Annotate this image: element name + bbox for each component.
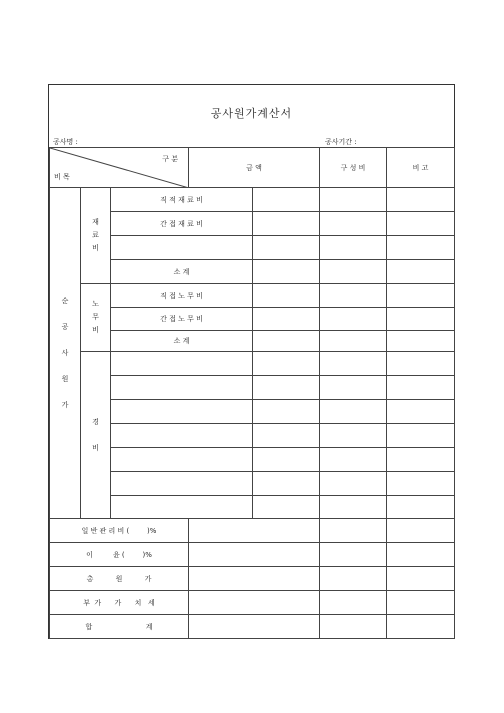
ratio-cell bbox=[320, 376, 387, 400]
ratio-cell bbox=[320, 260, 387, 284]
ratio-cell bbox=[320, 188, 387, 212]
ratio-cell bbox=[320, 496, 387, 519]
header-amount: 금 액 bbox=[189, 148, 320, 188]
remark-cell bbox=[387, 331, 455, 352]
expense-row-label bbox=[111, 400, 253, 424]
expense-row-label bbox=[111, 496, 253, 519]
amount-cell bbox=[253, 212, 320, 236]
remark-cell bbox=[387, 284, 455, 308]
materials-subtotal-label: 소 계 bbox=[111, 260, 253, 284]
ratio-cell bbox=[320, 212, 387, 236]
net-construction-cost-label: 순 공 사 원 가 bbox=[50, 188, 81, 519]
ratio-cell bbox=[320, 308, 387, 331]
amount-cell bbox=[253, 331, 320, 352]
amount-cell bbox=[189, 543, 320, 567]
materials-row-label: 간 접 재 료 비 bbox=[111, 212, 253, 236]
expense-row-label bbox=[111, 472, 253, 496]
remark-cell bbox=[387, 496, 455, 519]
amount-cell bbox=[253, 448, 320, 472]
summary-row bbox=[50, 543, 455, 567]
remark-cell bbox=[387, 448, 455, 472]
general-admin-cost-label: 일 반 관 리 비 ( )% bbox=[50, 519, 189, 543]
remark-cell bbox=[387, 376, 455, 400]
header-ratio: 구 성 비 bbox=[320, 148, 387, 188]
amount-cell bbox=[189, 591, 320, 615]
ratio-cell bbox=[320, 352, 387, 376]
amount-cell bbox=[253, 260, 320, 284]
amount-cell bbox=[253, 376, 320, 400]
expense-row-label bbox=[111, 448, 253, 472]
ratio-cell bbox=[320, 472, 387, 496]
summary-row bbox=[50, 567, 455, 591]
amount-cell bbox=[189, 519, 320, 543]
labor-row-label: 직 접 노 무 비 bbox=[111, 284, 253, 308]
expenses-group-label: 경 비 bbox=[81, 352, 111, 519]
table-header-row bbox=[50, 148, 455, 188]
ratio-cell bbox=[320, 591, 387, 615]
remark-cell bbox=[387, 472, 455, 496]
amount-cell bbox=[253, 472, 320, 496]
summary-row bbox=[50, 591, 455, 615]
project-name-label: 공사명 : bbox=[53, 138, 78, 146]
remark-cell bbox=[387, 400, 455, 424]
remark-cell bbox=[387, 236, 455, 260]
project-period-label: 공사기간 : bbox=[325, 138, 357, 146]
remark-cell bbox=[387, 519, 455, 543]
vat-label: 부 가 가 치 세 bbox=[50, 591, 189, 615]
total-cost-label: 총 원 가 bbox=[50, 567, 189, 591]
amount-cell bbox=[253, 236, 320, 260]
profit-label: 이 윤 ( )% bbox=[50, 543, 189, 567]
ratio-cell bbox=[320, 284, 387, 308]
remark-cell bbox=[387, 591, 455, 615]
ratio-cell bbox=[320, 448, 387, 472]
labor-subtotal-label: 소 계 bbox=[111, 331, 253, 352]
expense-row-label bbox=[111, 352, 253, 376]
document-title: 공사원가계산서 bbox=[210, 107, 293, 120]
remark-cell bbox=[387, 615, 455, 639]
ratio-cell bbox=[320, 424, 387, 448]
materials-group-label: 재 료 비 bbox=[81, 188, 111, 284]
amount-cell bbox=[253, 308, 320, 331]
header-diagonal-cell bbox=[50, 148, 189, 188]
summary-row bbox=[50, 519, 455, 543]
header-remark: 비 고 bbox=[387, 148, 455, 188]
ratio-cell bbox=[320, 519, 387, 543]
remark-cell bbox=[387, 260, 455, 284]
materials-row-label: 직 적 재 료 비 bbox=[111, 188, 253, 212]
amount-cell bbox=[253, 352, 320, 376]
summary-row bbox=[50, 615, 455, 639]
grand-total-label: 합 계 bbox=[50, 615, 189, 639]
ratio-cell bbox=[320, 543, 387, 567]
amount-cell bbox=[253, 400, 320, 424]
materials-row-label bbox=[111, 236, 253, 260]
remark-cell bbox=[387, 212, 455, 236]
ratio-cell bbox=[320, 567, 387, 591]
amount-cell bbox=[253, 496, 320, 519]
header-item-label: 비 목 bbox=[54, 173, 70, 181]
amount-cell bbox=[189, 615, 320, 639]
labor-group-label: 노 무 비 bbox=[81, 284, 111, 352]
remark-cell bbox=[387, 188, 455, 212]
amount-cell bbox=[253, 188, 320, 212]
remark-cell bbox=[387, 567, 455, 591]
expense-row-label bbox=[111, 376, 253, 400]
remark-cell bbox=[387, 424, 455, 448]
ratio-cell bbox=[320, 615, 387, 639]
amount-cell bbox=[253, 284, 320, 308]
cost-table bbox=[49, 147, 455, 639]
remark-cell bbox=[387, 352, 455, 376]
ratio-cell bbox=[320, 236, 387, 260]
remark-cell bbox=[387, 308, 455, 331]
header-category-label: 구 분 bbox=[162, 155, 179, 163]
amount-cell bbox=[253, 424, 320, 448]
document-frame bbox=[48, 84, 455, 639]
ratio-cell bbox=[320, 400, 387, 424]
amount-cell bbox=[189, 567, 320, 591]
expense-row-label bbox=[111, 424, 253, 448]
labor-row-label: 간 접 노 무 비 bbox=[111, 308, 253, 331]
ratio-cell bbox=[320, 331, 387, 352]
remark-cell bbox=[387, 543, 455, 567]
